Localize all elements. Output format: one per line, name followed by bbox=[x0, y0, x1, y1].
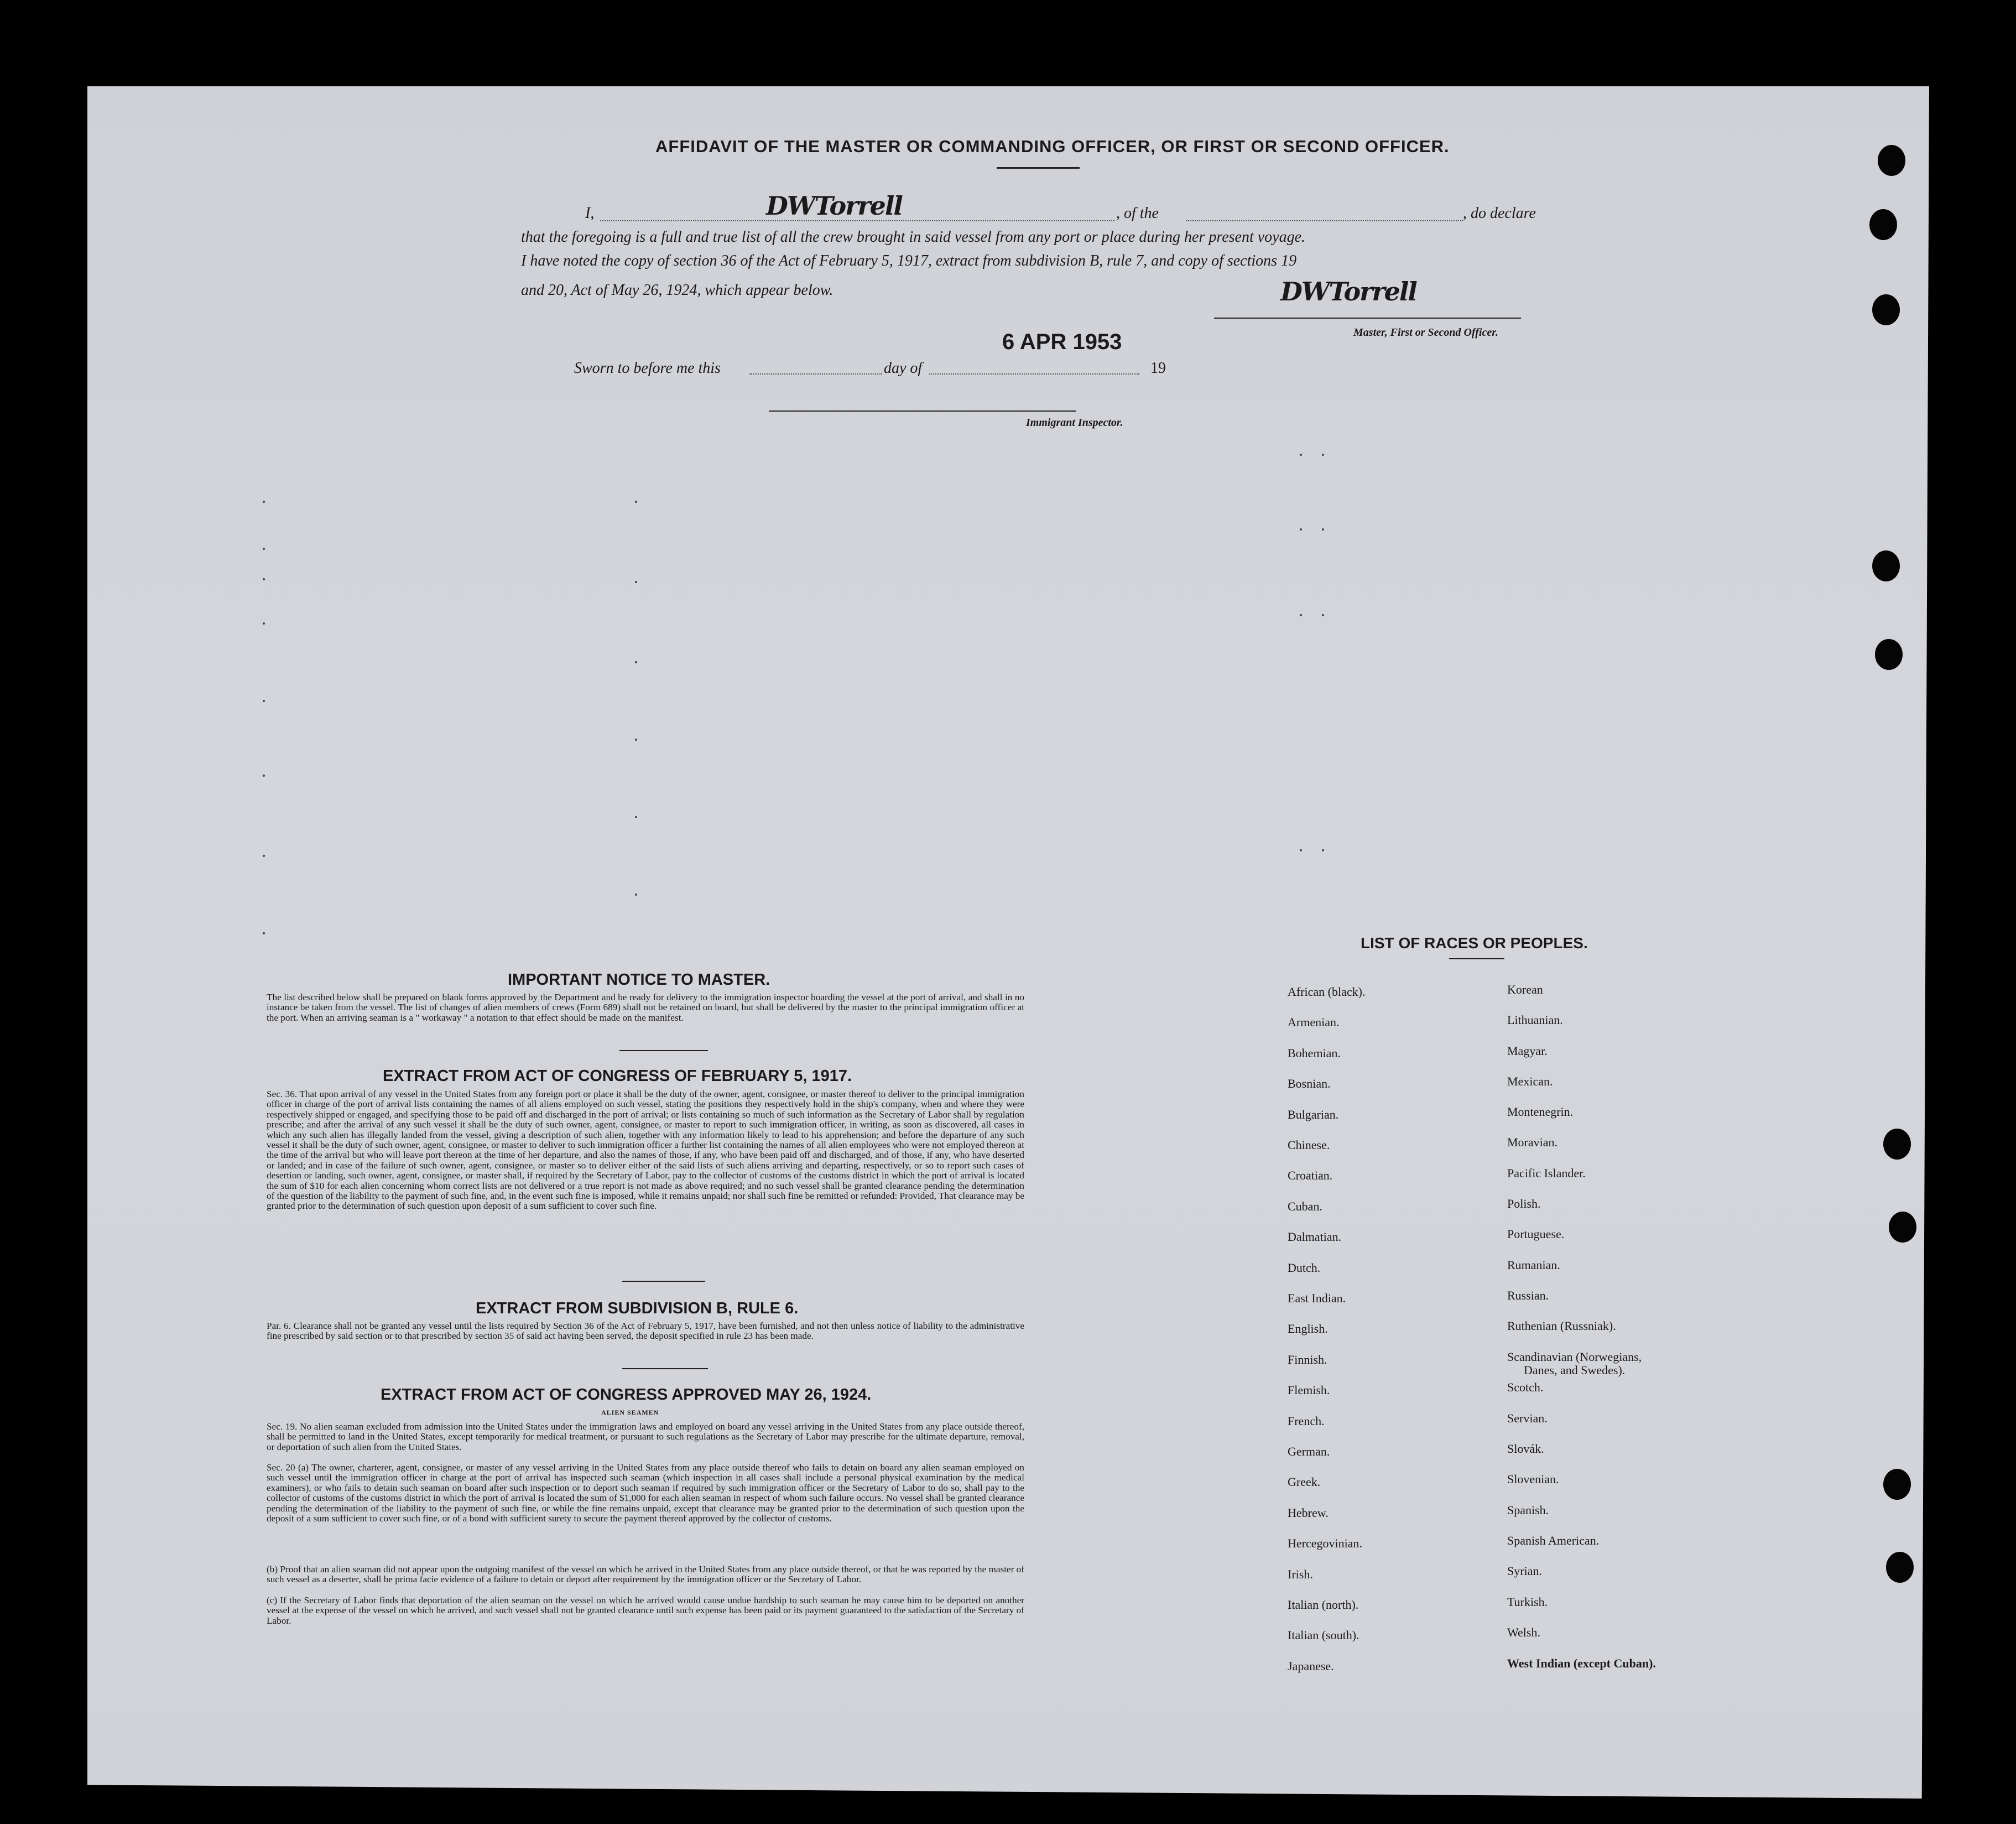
race-item: Pacific Islander. bbox=[1507, 1166, 1586, 1180]
race-item: French. bbox=[1288, 1414, 1325, 1428]
race-item: Russian. bbox=[1507, 1288, 1549, 1302]
race-item: Scandinavian (Norwegians, bbox=[1507, 1350, 1642, 1364]
race-item: Finnish. bbox=[1288, 1353, 1327, 1366]
section-20a-text: Sec. 20 (a) The owner, charterer, agent, consignee, or master of any vessel arriving in the United States from any place outside thereof who fails to detain on board any alien seaman employed on such vessel until the immigration officer in charge at the port of arrival has inspected such seaman (which inspection in all cases shall include a personal physical examination by the medical examiners), or who fails to detain such seaman on board after such inspection or to deport such seaman if required by such immigration officer or the Secretary of Labor to do so, shall pay to the collector of customs of the customs district in which the port of arrival is located the sum of $1,000 for each alien seaman in respect of whom such failure occurs. No vessel shall be granted clearance pending the determination of the liability to the payment of such fine, or while the fine remains unpaid, except that clearance may be granted prior to the determination of such question upon the deposit of a sum sufficient to cover such fine, or of a bond with sufficient surety to secure the payment thereof approved by the collector of customs. bbox=[267, 1462, 1024, 1524]
race-item: Spanish. bbox=[1507, 1503, 1549, 1517]
race-item: Chinese. bbox=[1288, 1138, 1330, 1152]
do-declare-label: , do declare bbox=[1463, 205, 1536, 222]
affidavit-body-line-3: and 20, Act of May 26, 1924, which appear below. bbox=[521, 282, 834, 299]
divider bbox=[622, 1281, 705, 1282]
race-item: Scotch. bbox=[1507, 1380, 1544, 1394]
punch-hole bbox=[1886, 1552, 1914, 1583]
race-item: Hercegovinian. bbox=[1288, 1536, 1362, 1550]
race-item: Montenegrin. bbox=[1507, 1105, 1574, 1119]
race-item: Lithuanian. bbox=[1507, 1013, 1563, 1027]
race-item: Bosnian. bbox=[1288, 1077, 1331, 1090]
section-20c-text: (c) If the Secretary of Labor finds that deportation of the alien seaman on the vessel on which he arrived would cause undue hardship to such seaman he may cause him to be deported on another vessel at the expense of the vessel on which he arrived, and such vessel shall not be granted clearance until such expense has been paid or its payment guaranteed to the satisfaction of the Secretary of Labor. bbox=[267, 1595, 1024, 1626]
punch-hole bbox=[1872, 550, 1900, 581]
divider bbox=[622, 1368, 708, 1369]
race-item: Bohemian. bbox=[1288, 1046, 1341, 1060]
race-item: Armenian. bbox=[1288, 1015, 1340, 1029]
race-item: West Indian (except Cuban). bbox=[1507, 1656, 1656, 1670]
race-item: Syrian. bbox=[1507, 1564, 1542, 1578]
races-title-underline bbox=[1449, 958, 1504, 959]
inspector-caption: Immigrant Inspector. bbox=[1026, 417, 1123, 429]
master-signature: DWTorrell bbox=[766, 191, 902, 221]
race-item: English. bbox=[1288, 1322, 1328, 1335]
punch-hole bbox=[1878, 145, 1905, 176]
year-prefix: 19 bbox=[1150, 360, 1166, 377]
extract-rule6-title: EXTRACT FROM SUBDIVISION B, RULE 6. bbox=[476, 1300, 799, 1317]
date-stamp: 6 APR 1953 bbox=[1002, 330, 1122, 354]
signature-caption: Master, First or Second Officer. bbox=[1353, 326, 1498, 339]
day-of-label: day of bbox=[884, 360, 923, 377]
extract-rule6-text: Par. 6. Clearance shall not be granted any vessel until the lists required by Section 36 of the Act of February 5, 1917, have been furnished, and not then unless notice of liability to the administrative fine prescribed by said section or to that prescribed by section 35 of said act having been served, the deposit specified in rule 23 has been made. bbox=[267, 1321, 1024, 1342]
race-item: Moravian. bbox=[1507, 1135, 1558, 1149]
alien-seamen-subtitle: ALIEN SEAMEN bbox=[601, 1409, 659, 1416]
punch-hole bbox=[1875, 639, 1903, 670]
punch-hole bbox=[1869, 209, 1897, 240]
race-item: Welsh. bbox=[1507, 1625, 1540, 1639]
race-item: African (black). bbox=[1288, 985, 1366, 999]
race-item: Japanese. bbox=[1288, 1659, 1334, 1673]
race-item: Danes, and Swedes). bbox=[1524, 1363, 1626, 1377]
race-item: Hebrew. bbox=[1288, 1506, 1329, 1520]
officer-signature: DWTorrell bbox=[1280, 277, 1416, 306]
race-item: Spanish American. bbox=[1507, 1534, 1600, 1547]
race-item: Bulgarian. bbox=[1288, 1108, 1339, 1121]
race-item: Croatian. bbox=[1288, 1168, 1333, 1182]
vessel-line bbox=[1186, 220, 1463, 221]
race-item: Slovenian. bbox=[1507, 1472, 1559, 1486]
signature-line bbox=[1214, 318, 1521, 319]
extract-1917-text: Sec. 36. That upon arrival of any vessel in the United States from any foreign port or place it shall be the duty of the owner, agent, consignee, or master thereof to deliver to the principal immigration officer in charge of the port of arrival lists containing the names of all aliens employed on such vessel, stating the positions they respectively hold in the ship's company, when and where they were respectively shipped or engaged, and specifying those to be paid off and discharged in the port of arrival; or lists containing so much of such information as the Secretary of Labor shall by regulation prescribe; and after the arrival of any such vessel it shall be the duty of such owner, agent, consignee, or master to report to such immigration officer, in writing, as soon as discovered, all cases in which any such alien has illegally landed from the vessel, giving a description of such alien, together with any information likely to lead to his apprehension; and before the departure of any such vessel it shall be the duty of such owner, agent, consignee, or master to deliver to such immigration officer a further list containing the names of all alien employees who were not employed thereon at the time of the arrival but who will leave port thereon at the time of her departure, and also the names of those, if any, who have been paid off and discharged, and of those, if any, who have deserted or landed; and in case of the failure of such owner, agent, consignee, or master so to deliver either of the said lists of such aliens arriving and departing, respectively, or so to report such cases of desertion or landing, such owner, agent, consignee, or master shall, if required by the Secretary of Labor, pay to the collector of customs of the customs district in which the port of arrival is located the sum of $10 for each alien concerning whom correct lists are not delivered or a true report is not made as above required; and no such vessel shall be granted clearance pending the determination of the question of the liability to the payment of such fine, and, in the event such fine is imposed, while it remains unpaid; nor shall such fine be remitted or refunded: Provided, That clearance may be granted prior to the determination of such question upon deposit of a sum sufficient to cover such fine. bbox=[267, 1089, 1024, 1212]
sworn-label: Sworn to before me this bbox=[574, 360, 721, 377]
punch-hole bbox=[1883, 1129, 1911, 1160]
affidavit-body-line-1: that the foregoing is a full and true list of all the crew brought in said vessel from any port or place during her present voyage. bbox=[521, 228, 1306, 246]
affidavit-title: AFFIDAVIT OF THE MASTER OR COMMANDING OFFICER, OR FIRST OR SECOND OFFICER. bbox=[655, 137, 1450, 156]
notice-title: IMPORTANT NOTICE TO MASTER. bbox=[508, 971, 770, 989]
inspector-line bbox=[769, 410, 1076, 412]
race-item: Irish. bbox=[1288, 1567, 1313, 1581]
races-title: LIST OF RACES OR PEOPLES. bbox=[1361, 934, 1588, 952]
section-19-text: Sec. 19. No alien seaman excluded from admission into the United States under the immigration laws and employed on board any vessel arriving in the United States from any place outside thereof, shall be permitted to land in the United States, except temporarily for medical treatment, or pursuant to such regulations as the Secretary of Labor may prescribe for the ultimate departure, removal, or deportation of such alien from the United States. bbox=[267, 1421, 1024, 1452]
race-item: Dalmatian. bbox=[1288, 1230, 1342, 1244]
race-item: Polish. bbox=[1507, 1197, 1541, 1210]
race-item: Portuguese. bbox=[1507, 1227, 1565, 1241]
of-the-label: , of the bbox=[1116, 205, 1159, 222]
race-item: Slovák. bbox=[1507, 1442, 1544, 1456]
declarant-prefix: I, bbox=[585, 205, 595, 222]
race-item: German. bbox=[1288, 1444, 1330, 1458]
race-item: Rumanian. bbox=[1507, 1258, 1560, 1272]
race-item: Magyar. bbox=[1507, 1044, 1548, 1058]
extract-1917-title: EXTRACT FROM ACT OF CONGRESS OF FEBRUARY 5, 1917. bbox=[383, 1067, 852, 1085]
race-item: Korean bbox=[1507, 983, 1543, 996]
race-item: Greek. bbox=[1288, 1475, 1321, 1489]
punch-hole bbox=[1883, 1469, 1911, 1500]
punch-hole bbox=[1889, 1212, 1916, 1243]
race-item: Italian (south). bbox=[1288, 1628, 1359, 1642]
race-item: East Indian. bbox=[1288, 1291, 1346, 1305]
race-item: Dutch. bbox=[1288, 1261, 1321, 1275]
day-line bbox=[749, 373, 882, 375]
section-20b-text: (b) Proof that an alien seaman did not appear upon the outgoing manifest of the vessel on which he arrived in the United States from any place outside thereof, or that he was reported by the master of such vessel as a deserter, shall be prima facie evidence of a failure to detain or deport after requirement by the immigration officer or the Secretary of Labor. bbox=[267, 1564, 1024, 1585]
affidavit-body-line-2: I have noted the copy of section 36 of the Act of February 5, 1917, extract from subdivision B, rule 7, and copy of sections 19 bbox=[521, 252, 1297, 269]
punch-hole bbox=[1872, 294, 1900, 325]
month-line bbox=[929, 373, 1139, 375]
race-item: Italian (north). bbox=[1288, 1598, 1359, 1612]
race-item: Ruthenian (Russniak). bbox=[1507, 1319, 1616, 1333]
divider bbox=[619, 1050, 708, 1051]
race-item: Cuban. bbox=[1288, 1199, 1322, 1213]
race-item: Servian. bbox=[1507, 1411, 1548, 1425]
notice-text: The list described below shall be prepared on blank forms approved by the Department and be ready for delivery to the immigration inspector boarding the vessel at the port of arrival, and shall in no instance be taken from the vessel. The list of changes of alien members of crews (Form 689) shall not be retained on board, but shall be delivered by the master to the principal immigration officer at the port. When an arriving seaman is a " workaway " a notation to that effect should be made on the manifest. bbox=[267, 992, 1024, 1023]
race-item: Turkish. bbox=[1507, 1595, 1548, 1609]
extract-1924-title: EXTRACT FROM ACT OF CONGRESS APPROVED MAY 26, 1924. bbox=[381, 1386, 872, 1404]
race-item: Mexican. bbox=[1507, 1074, 1553, 1088]
title-underline bbox=[997, 167, 1080, 169]
race-item: Flemish. bbox=[1288, 1383, 1330, 1397]
